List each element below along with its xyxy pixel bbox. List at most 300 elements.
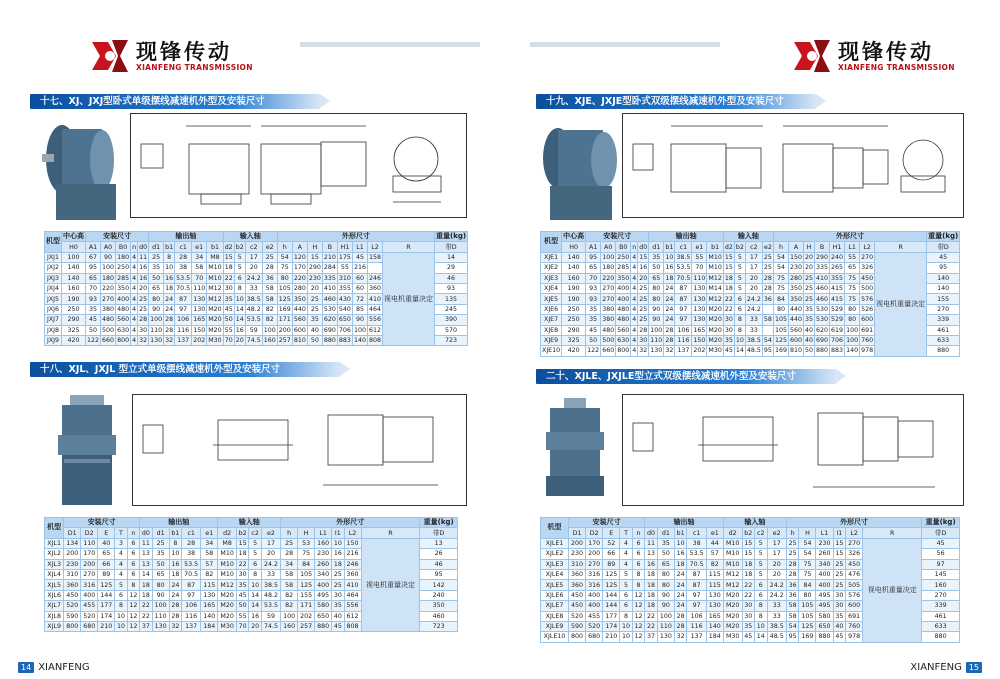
- table-cell: 220: [102, 285, 115, 293]
- table-cell: 125: [278, 295, 291, 303]
- table-cell: 560: [293, 316, 306, 324]
- table-cell: 160: [562, 273, 586, 283]
- table-cell: 520: [81, 611, 98, 621]
- table-cell: 16: [665, 264, 674, 272]
- table-cell: 40: [805, 337, 814, 345]
- table-cell: M20: [708, 337, 722, 345]
- table-cell: 16: [165, 274, 174, 282]
- table-cell: 6: [632, 538, 645, 548]
- table-cell: 350: [789, 285, 802, 293]
- horizontal-double-reducer-photo: [538, 116, 620, 222]
- table-cell: 20: [307, 283, 322, 293]
- table-cell: 360: [368, 285, 381, 293]
- table-cell: M30: [708, 347, 722, 355]
- table-cell: 90: [649, 315, 664, 325]
- table-cell: 58: [786, 611, 799, 621]
- table-cell: JXJ2: [45, 263, 62, 273]
- table-cell: 144: [603, 601, 620, 611]
- table-cell: 100: [62, 252, 86, 262]
- table-cell: 110: [693, 274, 706, 282]
- table-cell: JXJ1: [45, 252, 62, 262]
- table-cell: 55: [692, 252, 707, 262]
- table-cell: 25: [307, 304, 322, 314]
- table-cell: 17: [245, 252, 262, 262]
- table-cell: M12: [208, 295, 222, 303]
- table-cell: 461: [922, 611, 960, 621]
- table-cell: 93: [435, 283, 468, 293]
- table-cell: 28: [165, 326, 174, 334]
- table-cell: 160: [281, 621, 298, 631]
- table-cell: 13: [140, 559, 152, 569]
- table-cell: 210: [323, 253, 336, 261]
- table-cell: 160: [263, 337, 276, 345]
- table-cell: 33: [767, 601, 786, 611]
- table-cell: 11: [140, 538, 152, 548]
- header-model: 机型: [541, 232, 562, 253]
- header-input: 输入轴: [223, 232, 277, 242]
- table-cell: M10: [218, 569, 237, 579]
- table-cell: 310: [338, 274, 351, 282]
- table-cell: 20: [767, 559, 786, 569]
- table-cell: 82: [201, 569, 218, 579]
- table-cell: M8: [218, 538, 237, 548]
- table-cell: 316: [586, 569, 603, 579]
- table-cell: 420: [562, 346, 586, 356]
- table-cell: 230: [64, 559, 81, 569]
- table-cell: 14: [140, 569, 152, 579]
- table-cell: 35: [586, 315, 601, 325]
- table-cell: 260: [816, 549, 833, 559]
- table-cell: 40: [98, 538, 115, 548]
- table-cell: 17: [767, 538, 786, 548]
- spec-table-19-body: [541, 252, 960, 356]
- table-cell: 4: [132, 264, 137, 272]
- table-cell: 105: [774, 326, 787, 334]
- spec-table-20: [540, 517, 960, 643]
- table-cell: 8: [734, 315, 745, 325]
- table-cell: 80: [277, 273, 292, 283]
- table-cell: 58: [262, 294, 277, 304]
- table-cell: 45: [922, 538, 960, 548]
- table-cell: 100: [102, 264, 115, 272]
- table-cell: 24: [674, 580, 687, 590]
- technical-drawing-19: [622, 113, 964, 218]
- table-cell: 4: [620, 538, 633, 548]
- header-mount: 安装尺寸: [569, 518, 645, 528]
- table-cell: 25: [786, 549, 799, 559]
- table-cell: 400: [617, 295, 630, 303]
- table-cell: 410: [368, 295, 381, 303]
- header-output: 输出轴: [140, 518, 218, 528]
- table-cell: 130: [193, 295, 206, 303]
- table-cell: 6: [620, 590, 633, 600]
- table-cell: 38.5: [746, 337, 761, 345]
- table-cell: 130: [706, 590, 723, 600]
- table-cell: 35: [152, 549, 169, 559]
- table-cell: 612: [344, 611, 361, 621]
- table-cell: 70: [192, 273, 207, 283]
- table-cell: 28: [182, 538, 201, 548]
- table-cell: 110: [81, 538, 98, 548]
- table-cell: 460: [420, 611, 458, 621]
- table-cell: 4: [115, 569, 127, 579]
- table-cell: 24.2: [246, 274, 261, 282]
- table-cell: 105: [799, 601, 816, 611]
- technical-drawing-18: [132, 394, 467, 506]
- table-cell: 4: [632, 295, 637, 303]
- table-cell: 58: [262, 283, 277, 293]
- table-cell: 150: [193, 326, 206, 334]
- table-cell: 14: [249, 590, 261, 600]
- table-cell: 70.5: [176, 285, 191, 293]
- table-cell: 340: [816, 559, 833, 569]
- motor-weight-note: 视电机重量决定: [383, 252, 435, 346]
- table-cell: 25: [332, 580, 344, 590]
- left-page-number: 14: [18, 662, 34, 673]
- table-cell: 90: [657, 601, 674, 611]
- table-cell: 65: [649, 273, 664, 283]
- table-cell: 54: [799, 549, 816, 559]
- table-cell: 50: [149, 273, 164, 283]
- table-cell: 290: [62, 315, 86, 325]
- spec-table-17: [44, 231, 468, 346]
- table-cell: 590: [569, 621, 586, 631]
- table-cell: M20: [723, 601, 742, 611]
- table-cell: 8: [755, 611, 768, 621]
- table-cell: 526: [861, 305, 874, 313]
- table-cell: 57: [201, 559, 218, 569]
- spec-table-17-body: [45, 252, 468, 346]
- table-cell: 35: [724, 337, 733, 345]
- table-cell: 810: [293, 337, 306, 345]
- table-cell: 25: [149, 252, 164, 262]
- table-cell: 65: [98, 549, 115, 559]
- table-cell: 360: [64, 580, 81, 590]
- dimension-drawing-20: [623, 395, 963, 505]
- weight-sub: 带D: [420, 528, 458, 538]
- table-cell: 144: [603, 590, 620, 600]
- table-cell: 90: [657, 590, 674, 600]
- table-cell: 60: [352, 283, 367, 293]
- table-cell: 54: [773, 252, 788, 262]
- table-cell: 723: [420, 621, 458, 631]
- table-cell: 33: [245, 283, 262, 293]
- table-cell: 130: [657, 632, 674, 642]
- table-cell: 690: [816, 337, 829, 345]
- table-cell: 28: [786, 569, 799, 579]
- table-cell: 32: [639, 347, 648, 355]
- table-cell: 45: [833, 632, 846, 642]
- table-cell: XJLE3: [541, 559, 569, 569]
- table-cell: 130: [693, 305, 706, 313]
- table-cell: 8: [755, 601, 768, 611]
- table-cell: 116: [182, 611, 201, 621]
- table-cell: 38: [182, 549, 201, 559]
- table-cell: 3: [115, 538, 127, 548]
- table-cell: 24.2: [746, 305, 761, 313]
- table-cell: 90: [149, 304, 164, 314]
- table-cell: 25: [763, 264, 772, 272]
- table-cell: 560: [117, 316, 130, 324]
- table-cell: 706: [338, 326, 351, 334]
- table-cell: 28: [165, 316, 174, 324]
- table-cell: 14: [249, 601, 261, 611]
- table-cell: 60: [352, 273, 367, 283]
- table-cell: 80: [649, 283, 664, 293]
- table-cell: 20: [805, 253, 814, 261]
- table-cell: 130: [150, 337, 163, 345]
- table-cell: JXJ6: [45, 304, 62, 314]
- table-cell: 100: [353, 326, 366, 334]
- motor-weight-note: 视电机重量决定: [875, 252, 927, 356]
- table-cell: 29: [435, 263, 468, 273]
- table-cell: M20: [708, 305, 722, 313]
- table-cell: 450: [569, 590, 586, 600]
- table-cell: 106: [175, 315, 192, 325]
- table-cell: 16: [139, 274, 148, 282]
- table-cell: 8: [234, 283, 245, 293]
- table-cell: 130: [152, 621, 169, 631]
- table-cell: M10: [218, 549, 237, 559]
- table-cell: 5: [755, 559, 768, 569]
- table-cell: 316: [81, 580, 98, 590]
- table-cell: 145: [922, 569, 960, 579]
- table-cell: 5: [755, 569, 768, 579]
- header-weight: 重量(kg): [436, 232, 467, 241]
- table-cell: 53.5: [676, 264, 691, 272]
- table-cell: JXJ9: [45, 335, 62, 345]
- table-cell: 800: [117, 337, 130, 345]
- table-cell: XJL4: [45, 569, 64, 579]
- table-cell: 90: [352, 315, 367, 325]
- table-cell: 556: [344, 601, 361, 611]
- table-cell: 660: [602, 347, 615, 355]
- table-cell: 12: [127, 601, 139, 611]
- table-cell: 706: [831, 337, 844, 345]
- table-header-row: [541, 232, 960, 242]
- table-cell: 56: [922, 549, 960, 559]
- table-cell: 450: [846, 559, 863, 569]
- table-cell: 8: [734, 325, 745, 335]
- header-input: 输入轴: [723, 232, 773, 242]
- table-cell: 32: [674, 632, 687, 642]
- table-cell: 32: [169, 621, 181, 631]
- table-cell: 180: [602, 264, 615, 272]
- table-cell: 105: [799, 611, 816, 621]
- table-cell: 350: [420, 601, 458, 611]
- table-cell: 480: [617, 316, 630, 324]
- table-cell: 24: [169, 590, 181, 600]
- table-cell: 4: [132, 316, 137, 324]
- table-cell: 24: [665, 305, 674, 313]
- table-cell: 250: [117, 264, 130, 272]
- table-cell: JXJ4: [45, 283, 62, 293]
- table-cell: 800: [64, 621, 81, 631]
- table-cell: 36: [786, 580, 799, 590]
- table-cell: 12: [632, 601, 645, 611]
- table-cell: 270: [586, 559, 603, 569]
- table-cell: 495: [816, 590, 833, 600]
- table-cell: 45: [742, 632, 755, 642]
- table-cell: 53.5: [182, 559, 201, 569]
- table-cell: 80: [773, 304, 788, 314]
- header-weight: 重量(kg): [922, 518, 960, 528]
- table-cell: 410: [816, 274, 829, 282]
- table-cell: 360: [569, 569, 586, 579]
- table-cell: 100: [281, 611, 298, 621]
- table-cell: 5: [755, 549, 768, 559]
- table-cell: 4: [632, 264, 637, 272]
- table-cell: 53.5: [176, 274, 191, 282]
- table-cell: 75: [845, 273, 860, 283]
- table-cell: 55: [224, 326, 233, 334]
- table-cell: 125: [774, 337, 787, 345]
- header-weight: 重量(kg): [420, 518, 458, 528]
- table-cell: 36: [262, 273, 277, 283]
- dimension-drawing-18: [133, 395, 466, 505]
- table-cell: 140: [927, 273, 960, 283]
- table-cell: 105: [298, 569, 315, 579]
- table-cell: XJLE1: [541, 538, 569, 548]
- table-cell: 40: [805, 326, 814, 334]
- table-cell: 75: [298, 549, 315, 559]
- table-cell: 22: [742, 580, 755, 590]
- table-cell: 326: [846, 549, 863, 559]
- table-cell: 4: [632, 316, 637, 324]
- table-cell: 150: [344, 538, 361, 548]
- table-cell: 18: [645, 569, 658, 579]
- table-cell: 560: [617, 326, 630, 334]
- table-cell: 530: [816, 305, 829, 313]
- table-cell: 460: [323, 295, 336, 303]
- table-cell: 32: [139, 337, 148, 345]
- table-cell: 10: [249, 580, 261, 590]
- table-row: [45, 538, 458, 548]
- header-mount: 安装尺寸: [86, 232, 149, 242]
- table-cell: 400: [816, 580, 833, 590]
- table-cell: 50: [657, 549, 674, 559]
- table-cell: 202: [693, 347, 706, 355]
- table-cell: 12: [632, 632, 645, 642]
- table-cell: 22: [724, 305, 733, 313]
- header-mount: 安装尺寸: [586, 232, 649, 242]
- table-cell: M20: [708, 316, 722, 324]
- table-cell: 290: [308, 264, 321, 272]
- table-cell: 18: [645, 590, 658, 600]
- table-cell: 10: [235, 295, 244, 303]
- table-cell: 6: [127, 569, 139, 579]
- table-cell: 10: [735, 337, 744, 345]
- table-cell: 17: [261, 538, 280, 548]
- table-cell: 55: [845, 252, 860, 262]
- table-cell: M12: [723, 580, 742, 590]
- table-cell: 12: [127, 611, 139, 621]
- table-cell: 4: [620, 559, 633, 569]
- table-cell: 360: [344, 569, 361, 579]
- table-cell: M10: [708, 253, 722, 261]
- table-cell: 18: [674, 559, 687, 569]
- table-cell: 75: [845, 283, 860, 293]
- table-cell: 45: [927, 252, 960, 262]
- table-cell: 15: [307, 252, 322, 262]
- header-mount: 安装尺寸: [64, 518, 140, 528]
- motor-weight-note: 视电机重量决定: [361, 538, 420, 632]
- table-subheader-row: D1 D2 E T n d0 d1 b1 c1 e1 d2 b2 c2 e2 h H L1 I1 L2 R 带D: [541, 528, 960, 538]
- table-cell: 28: [281, 549, 298, 559]
- table-cell: 250: [562, 315, 586, 325]
- table-cell: 280: [293, 285, 306, 293]
- table-cell: M10: [218, 559, 237, 569]
- table-cell: 210: [603, 632, 620, 642]
- table-cell: 106: [182, 601, 201, 611]
- table-cell: 169: [799, 632, 816, 642]
- table-cell: 12: [632, 611, 645, 621]
- table-cell: 220: [602, 274, 615, 282]
- table-cell: 35: [149, 263, 164, 273]
- table-cell: 5: [755, 538, 768, 548]
- technical-drawing-17: [130, 113, 467, 218]
- table-cell: 116: [675, 335, 692, 345]
- table-cell: 202: [298, 611, 315, 621]
- table-cell: 400: [816, 569, 833, 579]
- table-cell: 200: [278, 326, 291, 334]
- table-cell: 5: [734, 252, 745, 262]
- table-cell: 18: [645, 601, 658, 611]
- weight-sub: 带D: [922, 528, 960, 538]
- table-cell: 216: [344, 549, 361, 559]
- table-cell: 284: [323, 264, 336, 272]
- table-cell: 142: [420, 580, 458, 590]
- table-cell: XJLE8: [541, 611, 569, 621]
- table-cell: 270: [861, 253, 874, 261]
- table-cell: 37: [140, 621, 152, 631]
- table-cell: 10: [332, 538, 344, 548]
- table-cell: 620: [816, 326, 829, 334]
- table-cell: 230: [816, 538, 833, 548]
- table-cell: 6: [734, 304, 745, 314]
- table-cell: 28: [665, 326, 674, 334]
- table-cell: 400: [586, 601, 603, 611]
- table-cell: 5: [734, 283, 745, 293]
- table-cell: 390: [435, 315, 468, 325]
- table-cell: 48.2: [246, 305, 261, 313]
- table-cell: 4: [132, 285, 137, 293]
- table-cell: 169: [278, 305, 291, 313]
- table-cell: 8: [115, 601, 127, 611]
- table-cell: 75: [773, 273, 788, 283]
- table-cell: 576: [846, 590, 863, 600]
- header-model: 机型: [541, 518, 569, 539]
- table-cell: 35: [657, 538, 674, 548]
- table-cell: 619: [831, 326, 844, 334]
- table-cell: 137: [687, 632, 706, 642]
- table-cell: 97: [675, 304, 692, 314]
- table-cell: 155: [927, 294, 960, 304]
- table-cell: 24: [665, 316, 674, 324]
- table-cell: 35: [86, 304, 101, 314]
- table-cell: 883: [831, 347, 844, 355]
- table-cell: 15: [833, 538, 846, 548]
- table-cell: 240: [420, 590, 458, 600]
- table-cell: 4: [132, 253, 137, 261]
- table-cell: 6: [127, 559, 139, 569]
- table-cell: M10: [708, 264, 722, 272]
- table-cell: 4: [632, 253, 637, 261]
- table-cell: 6: [249, 559, 261, 569]
- table-cell: 600: [861, 316, 874, 324]
- table-cell: 240: [831, 253, 844, 261]
- table-cell: 80: [152, 580, 169, 590]
